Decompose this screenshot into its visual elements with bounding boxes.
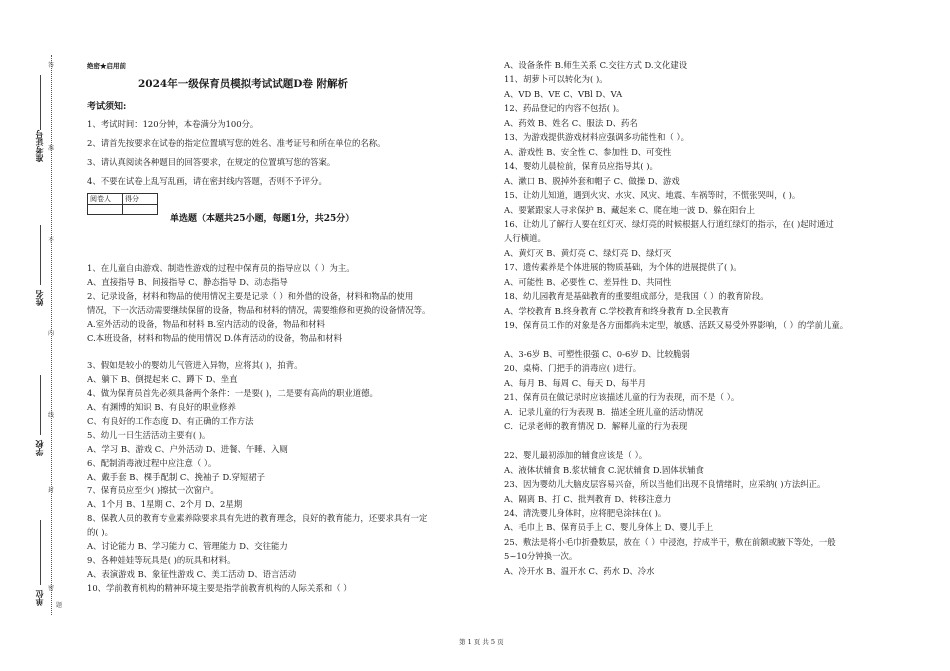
question-line: A、设备条件 B.师生关系 C.交往方式 D.文化建设: [504, 60, 688, 70]
question-line: A、学习 B、游戏 C、户外活动 D、进餐、午睡、入厕: [87, 443, 288, 454]
question-line: 22、婴儿最初添加的辅食应该是（ ）。: [504, 450, 648, 461]
question-line: 20、桌椅、门把手的消毒应( )进行。: [504, 363, 642, 374]
question-line: A、1个月 B、1星期 C、2个月 D、2星期: [87, 499, 243, 510]
question-line: 21、保育员在做记录时应该描述儿童的行为表现，而不是（ ）。: [504, 392, 740, 403]
sidebar-mini-6: 密: [48, 585, 55, 592]
question-line: A、冷开水 B、温开水 C、药水 D、冷水: [504, 565, 655, 576]
name-underline: [40, 225, 41, 285]
question-line: 11、胡萝卜可以转化为( )。: [504, 74, 608, 85]
question-line: 15、让幼儿知道，遇到火灾、水灾、风灾、地震、车祸等时，不慌张哭叫，( )。: [504, 190, 801, 201]
question-line: 12、药品登记的内容不包括( )。: [504, 103, 625, 114]
question-line: C、有良好的工作态度 D、有正确的工作方法: [87, 415, 254, 426]
question-line: A、可能性 B、必要性 C、差异性 D、共同性: [504, 276, 672, 287]
section-title: 单选题（本题共25小题，每题1分，共25分）: [170, 214, 355, 224]
sidebar-mini-1: 准: [48, 145, 55, 152]
question-line: C.本班设备，材料和物品的使用情况 D.体育活动的设备，物品和材料: [87, 332, 343, 343]
note-item: 1、考试时间：120分钟，本卷满分为100分。: [87, 119, 259, 129]
question-line: 23、因为婴幼儿大脑皮层容易兴奋，所以当他们出现不良情绪时，应采纳( )方法纠正。: [504, 479, 826, 490]
question-line: 19、保育员工作的对象是各方面都尚未定型，敏感、活跃又易受外界影响，（ ）的学前儿童。: [504, 320, 849, 331]
question-line: 2、记录设备，材料和物品的使用情况主要是记录（ ）和外借的设备，材料和物品的使用: [87, 290, 414, 301]
question-line: 24、清洗婴儿身体时，应将肥皂涂抹在( )。: [504, 507, 667, 518]
question-line: 5、幼儿一日生活活动主要有( )。: [87, 429, 211, 440]
sidebar-mini-5: 封: [48, 487, 55, 494]
question-line: A、讨论能力 B、学习能力 C、管理能力 D、交往能力: [87, 541, 288, 551]
question-line: A、隔离 B、打 C、批判教育 D、转移注意力: [504, 493, 672, 504]
note-item: 2、请首先按要求在试卷的指定位置填写您的姓名、准考证号和所在单位的名称。: [87, 138, 386, 148]
question-line: A、液体状辅食 B.浆状辅食 C.泥状辅食 D.固体状辅食: [504, 464, 704, 475]
sidebar-mini-4: 线: [48, 412, 55, 419]
question-line: A、黄灯灭 B、黄灯亮 C、绿灯亮 D、绿灯灭: [504, 247, 672, 258]
question-line: A、VD B、VE C、VBl D、VA: [504, 88, 623, 99]
question-line: 人行横道。: [504, 233, 546, 244]
question-line: C．记录老师的教育情况 D．解释儿童的行为表现: [504, 421, 688, 432]
grader-table: [87, 193, 158, 215]
question-line: 16、让幼儿了解行人要在红灯灭、绿灯亮的时候根据人行道红绿灯的指示，在( )起时通过: [504, 218, 834, 229]
question-line: A、漱口 B、脱掉外套和帽子 C、做操 D、游戏: [504, 175, 680, 186]
secret-mark: 绝密★启用前: [87, 62, 126, 70]
question-line: 的( )。: [87, 527, 113, 538]
question-line: 9、各种娃娃等玩具是( )的玩具和材料。: [87, 554, 236, 565]
question-line: 17、遗传素养是个体进展的物质基础，为个体的进展提供了( )。: [504, 262, 742, 273]
question-line: 5~10分钟换一次。: [504, 551, 578, 562]
sidebar-mini-0: 答: [48, 62, 55, 69]
question-line: 情况，下一次活动需要继续保留的设备，物品和材料的情况，需要维修和更换的设备情况等。: [87, 304, 431, 315]
score-label: 得分: [123, 194, 158, 205]
question-line: A、戴手套 B、棵手配制 C、挽袖子 D.穿短裙子: [87, 471, 266, 482]
sidebar-label-name: 姓名: [34, 290, 44, 306]
sidebar-label-ticket: 准考证号: [34, 130, 44, 162]
question-line: A、药效 B、姓名 C、服法 D、药名: [504, 117, 638, 128]
question-line: 13、为游戏提供游戏材料应强调多功能性和（ ）。: [504, 132, 689, 143]
notes-heading: 考试须知:: [87, 102, 127, 112]
page-footer: 第 1 页 共 5 页: [459, 638, 504, 646]
question-line: 6、配制消毒液过程中应注意（ ）。: [87, 457, 217, 468]
ticket-underline: [40, 75, 41, 130]
question-line: 14、婴幼儿晨检前，保育员应指导其( )。: [504, 161, 658, 172]
question-line: A、毛巾上 B、保育员手上 C、婴儿身体上 D、婴儿手上: [504, 522, 714, 533]
question-line: A、每月 B、每周 C、每天 D、每半月: [504, 377, 647, 388]
unit-underline: [40, 520, 41, 585]
question-line: A.室外活动的设备，物品和材料 B.室内活动的设备，物品和材料: [87, 318, 325, 329]
sidebar-label-school: 学校: [34, 440, 44, 456]
question-line: A、学校教育 B.终身教育 C.学校教育和终身教育 D.全民教育: [504, 305, 729, 316]
question-line: 7、保育员应至少( )擦拭一次窗户。: [87, 485, 219, 496]
question-line: 8、保教人员的教育专业素养除要求具有先进的教育理念，良好的教育能力，还要求具有一定: [87, 513, 428, 524]
question-line: 1、在儿童自由游戏、制造性游戏的过程中保育员的指导应以（ ）为主。: [87, 263, 355, 273]
question-line: A．记录儿童的行为表现 B．描述全班儿童的活动情况: [504, 406, 704, 417]
note-item: 4、不要在试卷上乱写乱画，请在密封线内答题，否则不予评分。: [87, 176, 327, 186]
question-line: A、躺下 B、倒提起来 C、蹲下 D、坐直: [87, 374, 238, 385]
question-line: A、有渊博的知识 B、有良好的职业修养: [87, 402, 236, 412]
page-title: 2024年一级保育员模拟考试试题D卷 附解析: [138, 78, 348, 90]
question-line: 3、假如是较小的婴幼儿气管进入异物，应将其( )，拍背。: [87, 360, 303, 371]
school-underline: [40, 375, 41, 435]
question-line: A、表演游戏 B、象征性游戏 C、美工活动 D、语言活动: [87, 568, 297, 579]
question-line: A、直接指导 B、间接指导 C、静态指导 D、动态指导: [87, 276, 288, 287]
score-cell: [123, 205, 158, 215]
question-line: 10、学前教育机构的精神环境主要是指学前教育机构的人际关系和（ ）: [87, 582, 352, 593]
question-line: A、3-6岁 B、可塑性很强 C、0-6岁 D、比较脆弱: [504, 349, 690, 359]
question-line: A、要紧跟家人寻求保护 B、藏起来 C、爬在地一波 D、躲在阳台上: [504, 204, 756, 215]
grader-label: 阅卷人: [88, 194, 123, 205]
question-line: 18、幼儿园教育是基础教育的重要组成部分，是我国（ ）的教育阶段。: [504, 291, 769, 302]
question-line: 4、做为保育员首先必须具备两个条件：一是要( )，二是要有高尚的职业道德。: [87, 388, 378, 399]
question-line: 25、敷法是将小毛巾折叠数层，放在（ ）中浸泡，拧成半干，敷在前额或腋下等处，一般: [504, 536, 836, 547]
sidebar-mini-7: 题: [56, 602, 63, 609]
note-item: 3、请认真阅读各种题目的回答要求，在规定的位置填写您的答案。: [87, 157, 336, 167]
grader-cell: [88, 205, 123, 215]
sidebar-label-unit: 单位: [34, 590, 44, 606]
sidebar-mini-2: 不: [48, 237, 55, 244]
sidebar-mini-3: 内: [48, 330, 55, 337]
question-line: A、游戏性 B、安全性 C、参加性 D、可变性: [504, 146, 672, 157]
